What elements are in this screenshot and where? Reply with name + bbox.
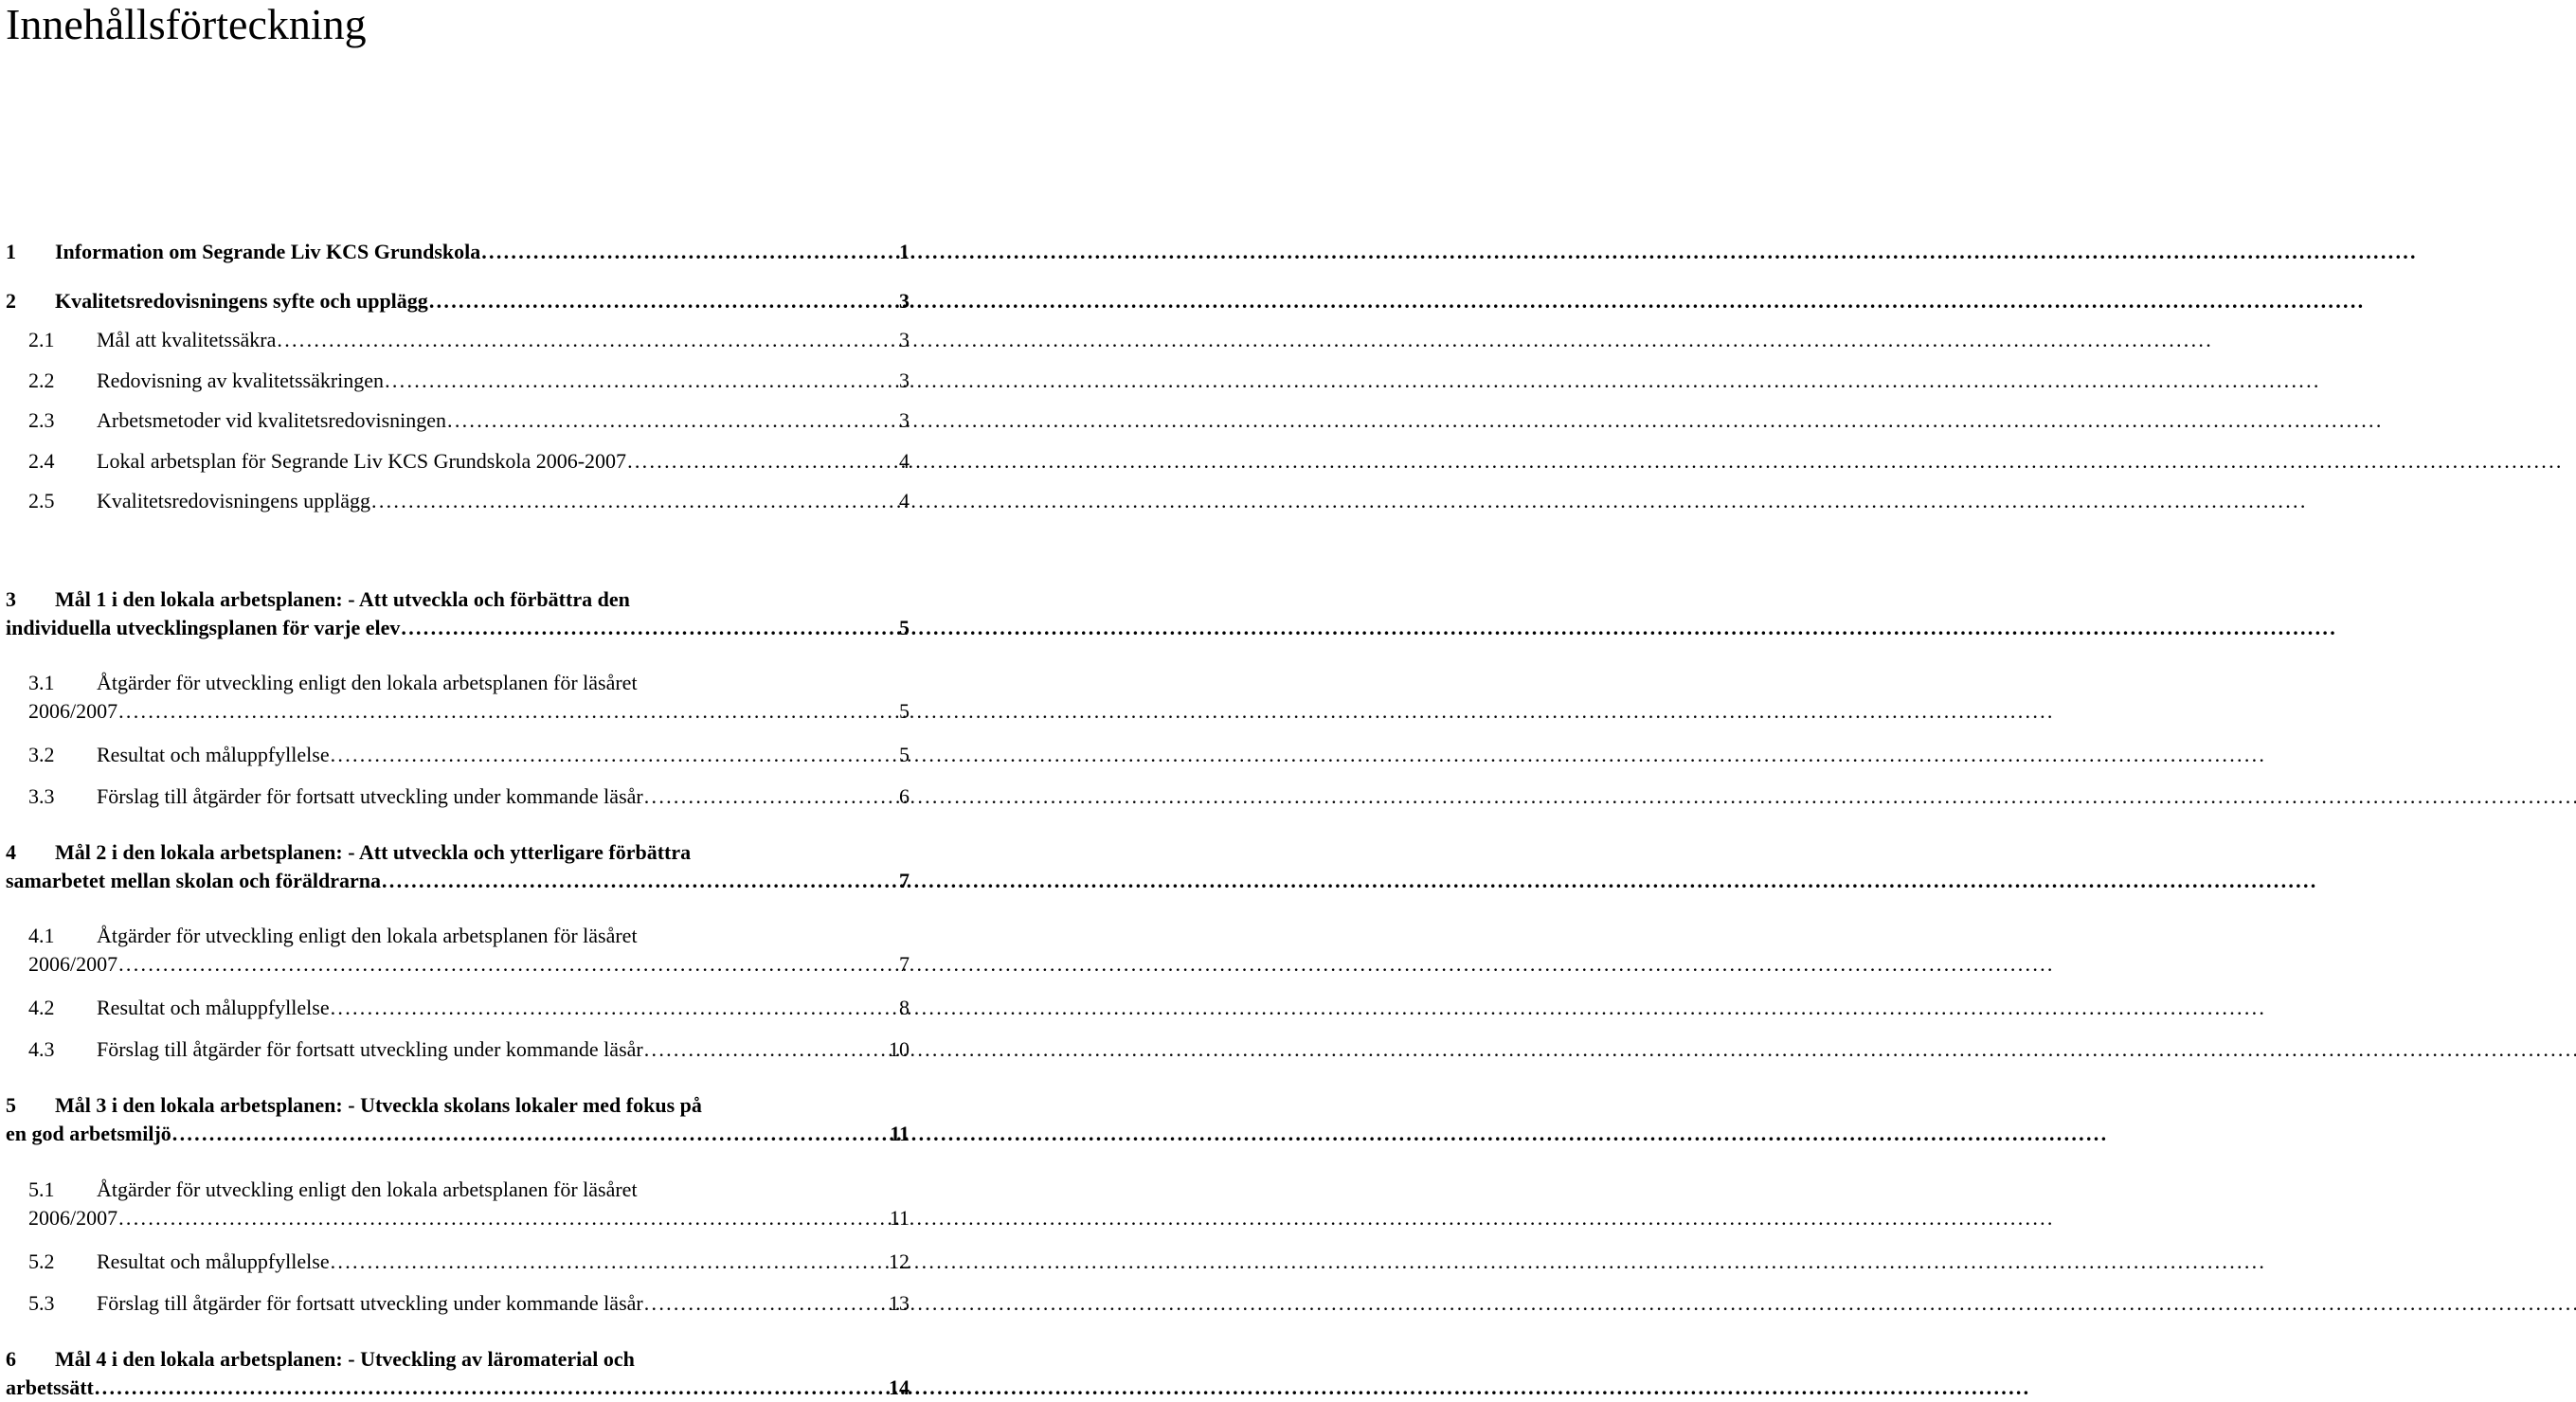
toc-entry-text-continued: en god arbetsmiljö: [6, 1122, 171, 1145]
toc-entry-3-2[interactable]: [0, 741, 910, 769]
toc-entry-2-3[interactable]: [0, 406, 910, 435]
toc-entry-2-4[interactable]: [0, 447, 910, 476]
toc-entry-text: Mål 3 i den lokala arbetsplanen: - Utveckla skolans lokaler med fokus på: [55, 1093, 702, 1117]
toc-entry-text: Information om Segrande Liv KCS Grundskola: [55, 240, 481, 263]
dot-leader: [401, 614, 898, 642]
toc-entry-page: 12: [889, 1249, 910, 1273]
toc-entry-text: Kvalitetsredovisningens upplägg: [97, 489, 371, 512]
toc-entry-4-3[interactable]: [0, 1035, 910, 1064]
toc-entry-page: 3: [899, 328, 910, 351]
toc-entry-text: Lokal arbetsplan för Segrande Liv KCS Grundskola 2006-2007: [97, 449, 627, 473]
toc-entry-text: Förslag till åtgärder för fortsatt utveckling under kommande läsår: [97, 784, 643, 808]
toc-entry-text: Förslag till åtgärder för fortsatt utveckling under kommande läsår: [97, 1037, 643, 1061]
toc-entry-number: 4.3: [28, 1037, 55, 1061]
toc-entry-page: 10: [889, 1037, 910, 1061]
toc-entry-2-5[interactable]: [0, 487, 910, 515]
dot-leader: [118, 697, 898, 726]
dot-leader: [644, 1289, 888, 1318]
dot-leader: [382, 867, 898, 895]
toc-entry-number: 2.4: [28, 449, 55, 473]
dot-leader: [277, 326, 898, 354]
toc-entry-text: Resultat och måluppfyllelse: [97, 996, 330, 1019]
toc-entry-4-1[interactable]: [0, 922, 910, 979]
toc-entry-text: Åtgärder för utveckling enligt den lokala arbetsplanen för läsåret: [97, 1177, 638, 1201]
toc-entry-5-2[interactable]: [0, 1248, 910, 1276]
dot-leader: [644, 1035, 888, 1064]
toc-entry-number: 4.2: [28, 996, 55, 1019]
dot-leader: [481, 238, 898, 266]
toc-entry-1[interactable]: [0, 238, 910, 266]
toc-entry-page: 5: [899, 743, 910, 766]
toc-entry-text: Mål att kvalitetssäkra: [97, 328, 277, 351]
toc-entry-text: Mål 1 i den lokala arbetsplanen: - Att utveckla och förbättra den: [55, 587, 630, 611]
toc-entry-page: 5: [899, 699, 910, 723]
toc-entry-page: 7: [899, 952, 910, 976]
dot-leader: [331, 1248, 888, 1276]
toc-entry-number: 3.3: [28, 784, 55, 808]
toc-entry-text: Resultat och måluppfyllelse: [97, 743, 330, 766]
toc-entry-page: 6: [899, 784, 910, 808]
toc-entry-text: Kvalitetsredovisningens syfte och upplägg: [55, 289, 428, 313]
toc-entry-text: Mål 2 i den lokala arbetsplanen: - Att utveckla och ytterligare förbättra: [55, 840, 692, 864]
toc-entry-4[interactable]: [0, 838, 910, 895]
toc-entry-page: 13: [889, 1291, 910, 1315]
toc-entry-2-2[interactable]: [0, 367, 910, 395]
dot-leader: [447, 406, 898, 435]
toc-entry-number: 5: [6, 1093, 16, 1117]
toc-entry-text: Åtgärder för utveckling enligt den lokala arbetsplanen för läsåret: [97, 671, 638, 694]
toc-entry-page: 14: [889, 1375, 910, 1399]
toc-entry-5-1[interactable]: [0, 1176, 910, 1232]
dot-leader: [385, 367, 898, 395]
toc-entry-page: 4: [899, 489, 910, 512]
toc-entry-page: 5: [899, 616, 910, 639]
toc-entry-text-continued: 2006/2007: [28, 1206, 118, 1230]
dot-leader: [429, 287, 898, 315]
toc-entry-number: 3.1: [28, 671, 55, 694]
toc-entry-page: 3: [899, 289, 910, 313]
toc-entry-2[interactable]: [0, 287, 910, 315]
toc-entry-number: 4: [6, 840, 16, 864]
toc-entry-number: 5.3: [28, 1291, 55, 1315]
toc-entry-number: 3: [6, 587, 16, 611]
toc-entry-text: Resultat och måluppfyllelse: [97, 1249, 330, 1273]
toc-entry-page: 8: [899, 996, 910, 1019]
toc-entry-text: Åtgärder för utveckling enligt den lokala arbetsplanen för läsåret: [97, 924, 638, 947]
toc-entry-page: 4: [899, 449, 910, 473]
toc-entry-3[interactable]: [0, 585, 910, 642]
dot-leader: [118, 950, 898, 979]
toc-entry-number: 2.1: [28, 328, 55, 351]
toc-entry-3-1[interactable]: [0, 669, 910, 726]
dot-leader: [331, 741, 898, 769]
toc-entry-text-continued: individuella utvecklingsplanen för varje elev: [6, 616, 401, 639]
toc-entry-page: 3: [899, 368, 910, 392]
toc-entry-number: 1: [6, 240, 16, 263]
toc-entry-number: 3.2: [28, 743, 55, 766]
toc-entry-page: 7: [899, 869, 910, 892]
toc-entry-5[interactable]: [0, 1091, 910, 1148]
toc-entry-5-3[interactable]: [0, 1289, 910, 1318]
toc-entry-number: 2: [6, 289, 16, 313]
page-title: Innehållsförteckning: [6, 0, 367, 48]
dot-leader: [172, 1120, 889, 1148]
dot-leader: [118, 1204, 889, 1232]
toc-entry-page: 1: [899, 240, 910, 263]
dot-leader: [95, 1374, 888, 1402]
toc-entry-text: Mål 4 i den lokala arbetsplanen: - Utveckling av läromaterial och: [55, 1347, 635, 1371]
toc-entry-text: Förslag till åtgärder för fortsatt utveckling under kommande läsår: [97, 1291, 643, 1315]
toc-entry-text-continued: 2006/2007: [28, 952, 118, 976]
dot-leader: [331, 994, 898, 1022]
toc-entry-6[interactable]: [0, 1345, 910, 1397]
dot-leader: [644, 782, 898, 811]
toc-entry-text-continued: samarbetet mellan skolan och föräldrarna: [6, 869, 381, 892]
toc-entry-number: 6: [6, 1347, 16, 1371]
toc-entry-page: 3: [899, 408, 910, 432]
toc-entry-number: 5.2: [28, 1249, 55, 1273]
toc-entry-3-3[interactable]: [0, 782, 910, 811]
toc-entry-text: Redovisning av kvalitetssäkringen: [97, 368, 385, 392]
toc-entry-page: 11: [890, 1122, 910, 1145]
toc-entry-2-1[interactable]: [0, 326, 910, 354]
toc-entry-text-continued: 2006/2007: [28, 699, 118, 723]
toc-entry-number: 2.2: [28, 368, 55, 392]
toc-entry-text-continued: arbetssätt: [6, 1375, 94, 1399]
toc-entry-number: 4.1: [28, 924, 55, 947]
toc-entry-page: 11: [889, 1206, 910, 1230]
toc-entry-number: 2.3: [28, 408, 55, 432]
toc-entry-number: 5.1: [28, 1177, 55, 1201]
dot-leader: [627, 447, 898, 476]
toc-entry-4-2[interactable]: [0, 994, 910, 1022]
dot-leader: [371, 487, 898, 515]
toc-entry-text: Arbetsmetoder vid kvalitetsredovisningen: [97, 408, 447, 432]
toc-entry-number: 2.5: [28, 489, 55, 512]
